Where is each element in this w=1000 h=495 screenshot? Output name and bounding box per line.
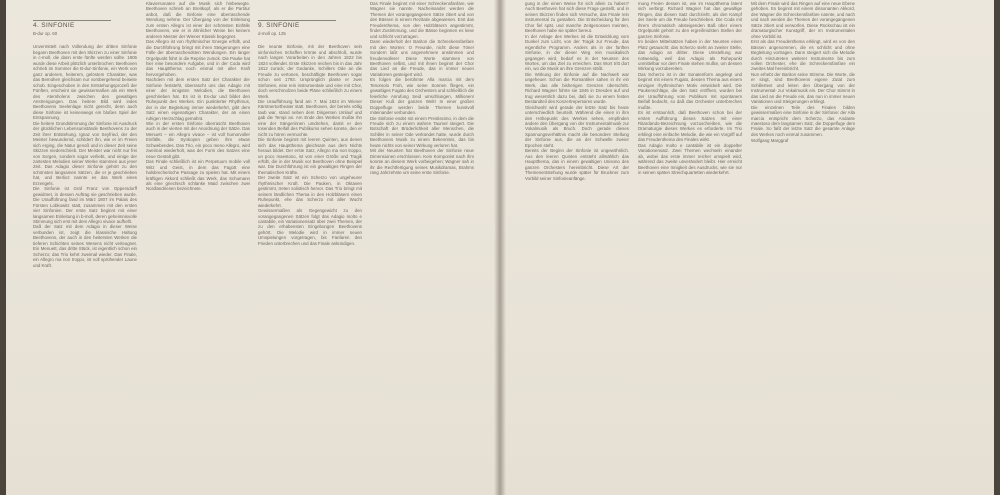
column-continued <box>638 1 742 471</box>
paragraph: Klaviersonaten auf die Musik sich hinbewegte. Beethoven schrieb an Breitkopf, als er die Partitur anbot, daß die Sinfonie eine überraschende Wendung nehme. Der Übergang von der Einleitung zum ersten Allegro ist einer der schönsten Einfälle Beethovens, wie er in ähnlicher Weise bei keinem anderen Meister der Wiener Klassik begegnet. <box>146 1 250 39</box>
paragraph: Die Wirkung der Sinfonie auf die Nachwelt war ungeheuer. Schon die Romantiker sahen in ihr ein Werk, das alle bisherigen Grenzen überschritt. Richard Wagner führte sie 1846 in Dresden auf und trug wesentlich dazu bei, daß sie zu einem festen Bestandteil des Konzertrepertoires wurde. <box>525 71 629 105</box>
paragraph: In der Anlage des Werkes ist die Entwicklung vom Dunkel zum Licht, von der Tragik zur Freude, das eigentliche Programm. Anders als in der fünften Sinfonie, in der dieser Weg rein musikalisch gegangen wird, bedarf es in der Neunten des Wortes, um das Ziel zu erreichen. Das Wort tritt dort ein, wo die Musik an ihre Grenzen stößt. <box>525 33 629 72</box>
paragraph: mung Freien dessen ist, wie im Hauptthema latent sich verbirgt. Richard Wagner hat das gewaltige Ringen, das diesen Satz durchzieht, als den Kampf der Seele um die Freude beschrieben. Die Coda mit ihrem chromatisch absteigenden Baß über einem Orgelpunkt gehört zu den ergreifendsten Stellen der ganzen Sinfonie. <box>638 1 742 39</box>
paragraph: Nun erhebt der Bariton seine Stimme. Die Worte, die er singt, sind Beethovens eigene Zutat zum Schillertext und leiten den Übergang von der Instrumental- zur Vokalmusik ein. Der Chor stimmt in das Lied an die Freude ein, das nun in immer neuen Variationen und Steigerungen erklingt. <box>751 71 855 105</box>
author-signature: Wolfgang Marggraf <box>751 138 789 144</box>
paragraph: Das Allegro ist von rhythmischer Energie erfüllt, und die Durchführung bringt mit ihren Steigerungen eine Fülle der überraschendsten Wendungen. Ein langer Orgelpunkt führt in die Reprise zurück. Die Pauke hat hier eine besondere Aufgabe, und in der Coda wird das Hauptthema noch einmal mit aller Kraft hervorgehoben. <box>146 39 250 77</box>
paragraph: Mit dem Finale wird das Ringen auf eine neue Ebene gehoben. Es beginnt mit einem dissonanten Akkord, den Wagner die Schreckensfanfare nannte, und nach und nach werden die Themen der vorangegangenen Sätze zitiert und verworfen. Diese Rückschau ist ein dramaturgischer Kunstgriff, der im Instrumentalen ohne Vorbild ist. <box>751 1 855 39</box>
paragraph: Der zweite Satz ist ein Scherzo von ungeheurer rhythmischer Kraft. Die Pauken, in Oktaven gestimmt, treten solistisch hervor. Das Trio bringt mit seinem ländlichen Thema in den Holzbläsern einen Ruhepunkt, ehe das Scherzo mit aller Wucht wiederkehrt. <box>258 175 362 208</box>
paragraph: Daß der Satz mit dem Adagio in dieser Weise verbunden ist, zeigt die klassische Haltung Beethovens, der auch in den heitersten Werken die tieferen Schichten seines Wesens nicht verleugnet. Ein Menuett, das dritte Stück, ist eigentlich schon ein Scherzo; das Trio kehrt zweimal wieder. Das Finale, ein Allegro ma non troppo, ist voll sprühender Laune und Kraft. <box>33 224 137 268</box>
paragraph: Die neunte Sinfonie, mit der Beethoven sein sinfonisches Schaffen krönte und abschloß, wurde nach langen Vorarbeiten in den Jahren 1822 bis 1824 vollendet. Erste Skizzen reichen bis in das Jahr 1812 zurück; der Gedanke, Schillers Ode an die Freude zu vertonen, beschäftigte Beethoven sogar schon seit 1793. Ursprünglich plante er zwei Sinfonien, eine rein instrumentale und eine mit Chor, doch verschmolzen beide Pläne schließlich zu einem Werk. <box>258 44 362 99</box>
paragraph: Im beiden Mittelsätzen haben in der Neunten einen Platz getauscht: das Scherzo steht an zweiter Stelle, das Adagio an dritter. Diese Umstellung war notwendig, weil das Adagio als Ruhepunkt unmittelbar vor dem Finale stehen mußte, um dessen Wirkung vorzubereiten. <box>638 39 742 72</box>
column-continued <box>370 1 474 471</box>
paragraph: Dann wiederholt der Bariton die Schreckensfanfare mit den Worten: O Freunde, nicht diese Töne! Sondern laßt uns angenehmere anstimmen und freudenvollere! Diese Worte stammen von Beethoven selbst, und mit ihnen beginnt der Chor das Lied an die Freude, das in immer neuen Variationen gesteigert wird. <box>370 39 474 77</box>
column-4-sinfonie <box>33 20 137 490</box>
paragraph: Die Sinfonie beginnt mit leeren Quinten, aus denen sich das Hauptthema gleichsam aus dem Nichts heraus bildet. Der erste Satz, Allegro ma non troppo, un poco maestoso, ist von einer Größe und Tragik erfüllt, die in der Musik vor Beethoven ohne Beispiel war. Die Durchführung ist ein gewaltiges Ringen der thematischen Kräfte. <box>258 137 362 175</box>
paragraph: Erst als das Freudenthema erklingt, wird es von den Bässen angenommen, die es schlicht und ohne Begleitung vortragen. Dann steigert sich die Melodie durch Hinzutreten weiterer Instrumente bis zum vollen Orchester, ehe die Schreckensfanfare ein zweites Mal hereinbricht. <box>751 39 855 72</box>
paragraph: Es ist erstaunlich, daß Beethoven schon bei der ersten Aufführung dieses Satzes mit einer Ritardando-Bezeichnung vorzuschreiben, wie die Dramaturgie dieses Werkes es erforderte. Im Trio erklingt eine einfache Melodie, die wie ein Vorgriff auf das Freudenthema des Finales wirkt. <box>638 110 742 143</box>
paragraph: Das Finale schließlich ist ein Perpetuum mobile voll Witz und Geist, in dem das Fagott eine halsbrecherische Passage zu spielen hat. Mit einem kräftigen Akkord schließt das Werk, das Schumann als eine griechisch schlanke Maid zwischen zwei Nordlandriesen bezeichnete. <box>146 159 250 192</box>
column-continued <box>525 1 629 471</box>
paragraph: Gleichwohl wird gerade der letzte Satz bis heute unterschiedlich beurteilt. Während die einen in ihm den Höhepunkt des Werkes sehen, empfinden andere den Übergang von der Instrumentalmusik zur Vokalmusik als Bruch. Doch gerade dieses Spannungsverhältnis macht die besondere Stellung der Sinfonie aus, die an der Schwelle zweier Epochen steht. <box>525 104 629 148</box>
paragraph: Die Sinfonie endet mit einem Prestissimo, in dem die Freude sich zu einem wahren Taumel steigert. Die Botschaft der Brüderlichkeit aller Menschen, die Schiller in seiner Ode verkündet hatte, wurde durch Beethovens Musik zu einem Bekenntnis, das bis heute nichts von seiner Wirkung verloren hat. <box>370 115 474 148</box>
column-9-sinfonie <box>258 20 362 490</box>
section-key: d-moll op. 125 <box>258 31 286 36</box>
right-page <box>503 0 1000 495</box>
paragraph: Mit der Neunten hat Beethoven der Sinfonie neue Dimensionen erschlossen. Kein Komponist nach ihm konnte an diesem Werk vorbeigehen; Wagner sah in ihr die Rechtfertigung seines Musikdramas, Brahms rang Jahrzehnte um seine erste Sinfonie. <box>370 148 474 176</box>
paragraph: Gewissermaßen als Gegengewicht zu den vorangegangenen Sätzen folgt das Adagio molto e cantabile, ein Variationensatz über zwei Themen, der zu den erhabensten Eingebungen Beethovens gehört. Die Melodie wird in immer neuen Umspielungen vorgetragen, bis Fanfaren den Frieden unterbrechen und das Finale ankündigen. <box>258 208 362 246</box>
paragraph: Nachdem mit dem ersten Satz der Charakter der Sinfonie feststeht, überrascht uns das Adagio mit einer der innigsten Melodien, die Beethoven geschrieben hat. Es ist in Es-dur und bildet den Ruhepunkt des Werkes. Ein punktierter Rhythmus, der in der Begleitung immer wiederkehrt, gibt dem Satz einen eigenartigen Charakter, der an einen ruhigen Herzschlag gemahnt. <box>146 77 250 121</box>
section-heading: 9. SINFONIE <box>258 20 336 30</box>
paragraph: Das Finale beginnt mit einer Schreckensfanfare, wie Wagner sie nannte. Nacheinander werden die Themen der vorangegangenen Sätze zitiert und von den Bässen in einem Rezitativ abgewiesen. Erst das Freudenthema, von den Holzbläsern angestimmt, findet Zustimmung, und die Bässe beginnen es leise und schlicht vorzutragen. <box>370 1 474 39</box>
paragraph: Das Scherzo ist in der Sonatenform angelegt und beginnt mit einem Fugato, dessen Thema aus einem einzigen rhythmischen Motiv entwickelt wird. Die Paukenschläge, die den Satz eröffnen, wurden bei der Uraufführung vom Publikum mit spontanem Beifall bedacht, so daß das Orchester unterbrechen mußte. <box>638 71 742 110</box>
paragraph: Die Sinfonie ist Graf Franz von Oppersdorff gewidmet, in dessen Auftrag sie geschrieben wurde. Die Uraufführung fand im März 1807 im Palais des Fürsten Lobkowitz statt, zusammen mit den ersten vier Sinfonien. Der erste Satz beginnt mit einer langsamen Einleitung in b-moll, deren geheimnisvolle Stimmung sich erst mit dem Allegro vivace aufhellt. <box>33 186 137 224</box>
paragraph: Die heitere Grundstimmung der Sinfonie ist Ausdruck der glücklichen Lebensumstände Beethovens zu der Zeit ihrer Entstehung. Ignaz von Seyfried, der den Meister bewundernd, schildert ihn, wie er im Freien sich erging, die Natur genoß und in dieser Zeit seine Skizzen niederschrieb. Der Meister war nicht nur frei von Sorgen, sondern sogar verliebt, und einige der zartesten Melodien seiner Werke stammen aus jener Zeit. Das Adagio dieser Sinfonie gehört zu den schönsten langsamen Sätzen, die er je geschrieben hat, und Berlioz nannte es das Werk eines Erzengels. <box>33 120 137 186</box>
paragraph: Unvermittelt nach Vollendung der dritten Sinfonie begann Beethoven mit den Skizzen zu einer Sinfonie in c-moll, die dann erste fünfte werden sollte. 1806 wurde diese Arbeit plötzlich unterbrochen: Beethoven schrieb im Sommer die B-dur-Sinfonie, ein Werk von ganz anderem, heiterem, gelöstem Charakter, was das Bemühen gleichsam nur vorübergehend beiseite schob. Eingeschoben in den Entstehungsprozeß der Fünften, erscheint sie gewissermaßen als ein Werk des Atemholens zwischen den gewaltigen Anstrengungen. Das heitere Bild wird indes Beethovens Seelenlage nicht gerecht, denn auch diese Sinfonie ist keineswegs ein bloßes Spiel der Entspannung. <box>33 44 137 121</box>
left-page <box>0 0 497 495</box>
paragraph: Das Adagio molto e cantabile ist ein doppelter Variationensatz. Zwei Themen wechseln einander ab, wobei das erste immer reicher umspielt wird, während das zweite unverändert bleibt. Hier erreicht Beethoven eine Innigkeit des Ausdrucks, wie sie nur in seinen späten Streichquartetten wiederkehrt. <box>638 142 742 176</box>
paragraph: Die Uraufführung fand am 7. Mai 1824 im Wiener Kärntnertortheater statt. Beethoven, der bereits völlig taub war, stand neben dem Dirigenten Umlauf und gab die Tempi an. Am Ende des Werkes mußte ihn eine der Sängerinnen umdrehen, damit er den tosenden Beifall des Publikums sehen konnte, den er nicht zu hören vermochte. <box>258 98 362 137</box>
paragraph: Wie in der ersten Sinfonie überrascht Beethoven auch in der vierten mit der Anordnung der Sätze. Das Menuett – ein Allegro vivace – ist voll humorvoller Einfälle, die Synkopen geben ihm etwas Schwebendes. Das Trio, ein poco meno Allegro, wird zweimal wiederholt, was der Form des Satzes eine neue Gestalt gibt. <box>146 120 250 159</box>
paragraph: Es folgen die berühmte Alla marcia mit dem Tenorsolo Froh, wie seine Sonnen fliegen, ein gewaltiges Fugato des Orchesters und schließlich die feierliche Anrufung Seid umschlungen, Millionen! Dieser Kuß der ganzen Welt! In einer großen Doppelfuge werden beide Themen kunstvoll miteinander verbunden. <box>370 77 474 116</box>
section-key: B-dur op. 60 <box>33 31 58 36</box>
column-continued <box>146 1 250 471</box>
paragraph: Die einzelnen Teile des Finales bilden gewissermaßen eine Sinfonie in der Sinfonie: der Alla marcia entspricht dem Scherzo, das Andante maestoso dem langsamen Satz, die Doppelfuge dem Finale. So faßt der letzte Satz die gesamte Anlage des Werkes noch einmal zusammen. <box>751 104 855 137</box>
paragraph: gung in der einen Weise für sich allein zu haben? Auch Beethoven hat sich diese Frage gestellt, und in seinen Skizzen finden sich Versuche, das Finale rein instrumental zu gestalten. Die Entscheidung für den Chor fiel spät, und manche Zeitgenossen meinten, Beethoven habe sie später bereut. <box>525 1 629 34</box>
section-heading: 4. SINFONIE <box>33 20 111 30</box>
column-continued <box>751 1 855 471</box>
paragraph: Bereits der Beginn der Sinfonie ist ungewöhnlich. Aus den leeren Quinten entsteht allmählich das Hauptthema, das in einem gewaltigen Unisono des ganzen Orchesters hereinbricht. Diese Art der Themenentstehung wurde später für Bruckner zum Vorbild seiner Sinfonieanfänge. <box>525 148 629 181</box>
